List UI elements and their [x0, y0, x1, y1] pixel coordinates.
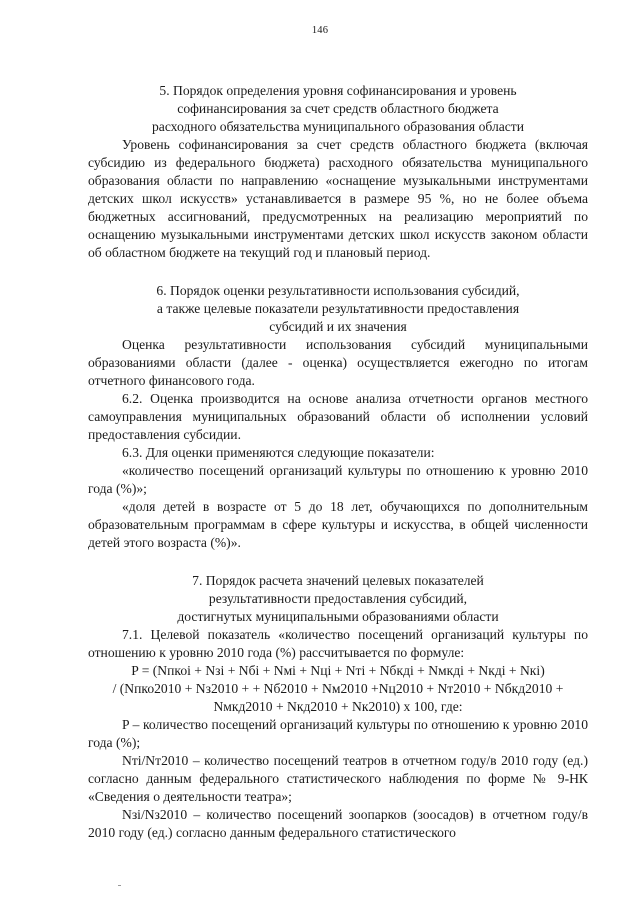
section-6-title-line-2: а также целевые показатели результативности предоставления: [156, 301, 520, 316]
section-6-title-line-3: субсидий и их значения: [269, 319, 407, 334]
page-number: 146: [311, 25, 329, 36]
section-7-title-line-3: достигнутых муниципальными образованиями области: [177, 609, 499, 624]
document-body: [88, 82, 588, 842]
section-5-paragraph: Уровень софинансирования за счет средств областного бюджета (включая субсидию из федерального бюджета) расходного обязательства муниципального образования области по направлению «оснащение музыкальными инструментами детских школ искусств» устанавливается в размере 95 %, но не более объема бюджетных ассигнований, предусмотренных на реализацию мероприятий по оснащению музыкальными инструментами детских школ искусств законом области об областном бюджете на текущий год и плановый период.: [88, 137, 588, 260]
section-5-title-line-2: софинансирования за счет средств областного бюджета: [177, 101, 499, 116]
formula-line-3: Nмкд2010 + Nкд2010 + Nк2010) х 100, где:: [213, 699, 463, 714]
section-6: [88, 282, 588, 552]
section-6-paragraph-2: 6.2. Оценка производится на основе анализа отчетности органов местного самоуправления муниципальных образований области об исполнении условий предоставления субсидии.: [88, 391, 588, 442]
section-7-definition-p: P – количество посещений организаций культуры по отношению к уровню 2010 года (%);: [88, 717, 588, 750]
section-6-paragraph-1: Оценка результативности использования субсидий муниципальными образованиями области (далее - оценка) осуществляется ежегодно по итогам отчетного финансового года.: [88, 337, 588, 388]
section-5-title-line-1: 5. Порядок определения уровня софинансирования и уровень: [159, 83, 517, 98]
scan-mark: [118, 885, 121, 886]
section-5: [88, 82, 588, 262]
formula-line-2: / (Nпко2010 + Nз2010 + + Nб2010 + Nм2010 +Nц2010 + Nт2010 + Nбкд2010 +: [112, 681, 564, 696]
formula-line-1: P = (Nпкоi + Nзi + Nбi + Nмi + Nцi + Nтi + Nбкдi + Nмкдi + Nкдi + Nкi): [131, 663, 545, 678]
section-6-indicator-1: «количество посещений организаций культуры по отношению к уровню 2010 года (%)»;: [88, 463, 588, 496]
section-7-definition-zoos: Nзi/Nз2010 – количество посещений зоопарков (зоосадов) в отчетном году/в 2010 году (ед.) согласно данным федерального статистического: [88, 807, 588, 840]
section-6-paragraph-3: 6.3. Для оценки применяются следующие показатели:: [122, 445, 435, 460]
section-7: [88, 572, 588, 842]
section-7-paragraph-1: 7.1. Целевой показатель «количество посещений организаций культуры по отношению к уровню 2010 года (%) рассчитывается по формуле:: [88, 627, 588, 660]
section-7-title-line-1: 7. Порядок расчета значений целевых показателей: [192, 573, 484, 588]
section-7-definition-theatres: Nтi/Nт2010 – количество посещений театров в отчетном году/в 2010 году (ед.) согласно данным федерального статистического наблюдения по форме № 9-НК «Сведения о деятельности театра»;: [88, 753, 588, 804]
section-7-title-line-2: результативности предоставления субсидий,: [208, 591, 468, 606]
section-6-title-line-1: 6. Порядок оценки результативности использования субсидий,: [156, 283, 520, 298]
section-5-title-line-3: расходного обязательства муниципального образования области: [151, 119, 525, 134]
section-6-indicator-2: «доля детей в возрасте от 5 до 18 лет, обучающихся по дополнительным образовательным программам в сфере культуры и искусства, в общей численности детей этого возраста (%)».: [88, 499, 588, 550]
